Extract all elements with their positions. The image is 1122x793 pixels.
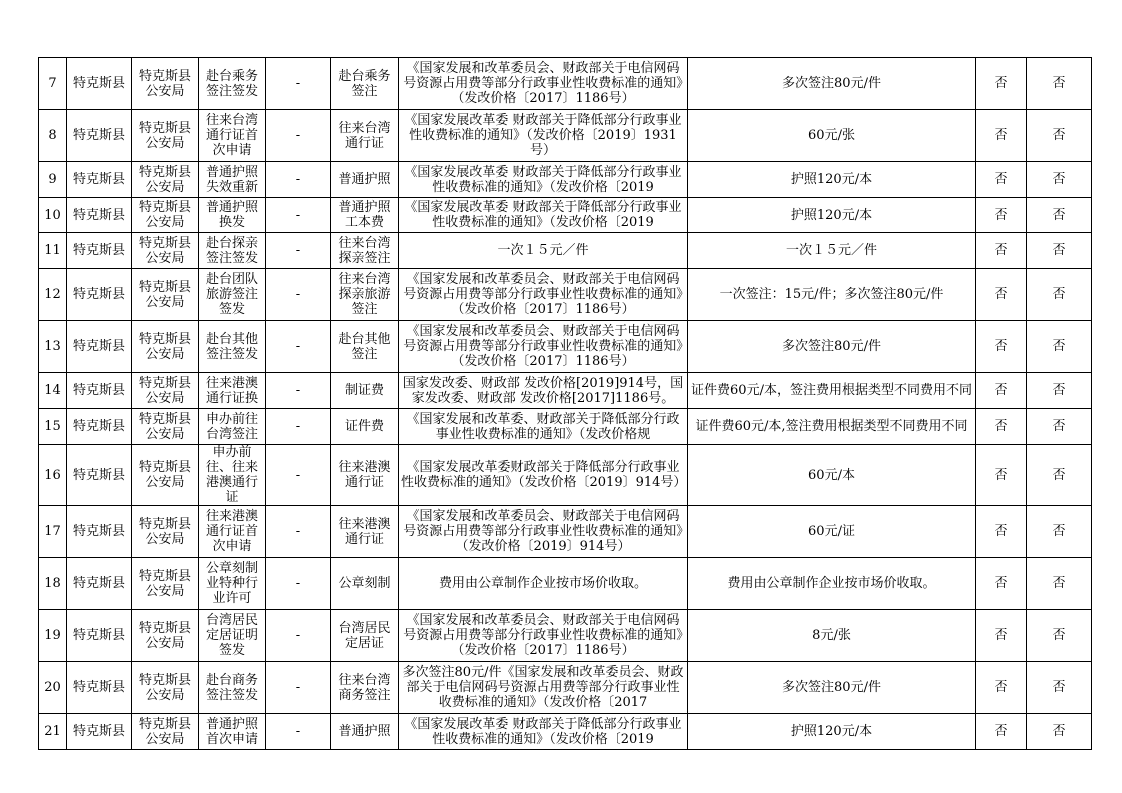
fee-standard-cell: 护照120元/本 [688, 162, 976, 198]
flag-a-cell: 否 [976, 558, 1027, 610]
sub-item-cell: - [266, 198, 331, 233]
county-cell: 特克斯县 [67, 110, 132, 162]
fee-name-cell: 往来台湾探亲签注 [331, 233, 399, 269]
department-cell: 特克斯县公安局 [132, 269, 199, 321]
county-cell: 特克斯县 [67, 162, 132, 198]
fee-name-cell: 制证费 [331, 373, 399, 409]
service-item-cell: 申办前往台湾签注 [199, 409, 266, 445]
fee-standard-cell: 一次１５元／件 [688, 233, 976, 269]
fee-name-cell: 往来港澳通行证 [331, 445, 399, 506]
fee-standard-cell: 多次签注80元/件 [688, 662, 976, 714]
department-cell: 特克斯县公安局 [132, 233, 199, 269]
flag-b-cell: 否 [1027, 198, 1092, 233]
sub-item-cell: - [266, 321, 331, 373]
department-cell: 特克斯县公安局 [132, 445, 199, 506]
sub-item-cell: - [266, 610, 331, 662]
policy-basis-cell: 《国家发展和改革委员会、财政部关于电信网码号资源占用费等部分行政事业性收费标准的通知》（发改价格〔2019〕914号） [399, 506, 688, 558]
table-row [39, 714, 1092, 750]
table-row [39, 373, 1092, 409]
flag-b-cell: 否 [1027, 269, 1092, 321]
service-item-cell: 赴台团队旅游签注签发 [199, 269, 266, 321]
sub-item-cell: - [266, 110, 331, 162]
policy-basis-cell: 《国家发展和改革委、财政部关于降低部分行政事业性收费标准的通知》（发改价格规 [399, 409, 688, 445]
fee-standard-cell: 护照120元/本 [688, 714, 976, 750]
flag-b-cell: 否 [1027, 373, 1092, 409]
county-cell: 特克斯县 [67, 198, 132, 233]
fee-name-cell: 普通护照 [331, 714, 399, 750]
department-cell: 特克斯县公安局 [132, 409, 199, 445]
sub-item-cell: - [266, 506, 331, 558]
sub-item-cell: - [266, 233, 331, 269]
county-cell: 特克斯县 [67, 610, 132, 662]
service-item-cell: 普通护照失效重新 [199, 162, 266, 198]
policy-basis-cell: 一次１５元／件 [399, 233, 688, 269]
flag-b-cell: 否 [1027, 445, 1092, 506]
table-row [39, 321, 1092, 373]
policy-basis-cell: 《国家发展和改革委员会、财政部关于电信网码号资源占用费等部分行政事业性收费标准的通知》（发改价格〔2017〕1186号） [399, 610, 688, 662]
flag-b-cell: 否 [1027, 610, 1092, 662]
sub-item-cell: - [266, 269, 331, 321]
service-item-cell: 往来港澳通行证首次申请 [199, 506, 266, 558]
policy-basis-cell: 《国家发展和改革委员会、财政部关于电信网码号资源占用费等部分行政事业性收费标准的通知》（发改价格〔2017〕1186号） [399, 269, 688, 321]
policy-basis-cell: 《国家发展改革委 财政部关于降低部分行政事业性收费标准的通知》（发改价格〔2019 [399, 714, 688, 750]
sub-item-cell: - [266, 162, 331, 198]
department-cell: 特克斯县公安局 [132, 714, 199, 750]
fee-standard-cell: 证件费60元/本,签注费用根据类型不同费用不同 [688, 409, 976, 445]
department-cell: 特克斯县公安局 [132, 506, 199, 558]
table-row [39, 506, 1092, 558]
fee-name-cell: 往来港澳通行证 [331, 506, 399, 558]
row-number: 13 [39, 321, 67, 373]
policy-basis-cell: 《国家发展改革委 财政部关于降低部分行政事业性收费标准的通知》（发改价格〔2019 [399, 198, 688, 233]
service-item-cell: 赴台商务签注签发 [199, 662, 266, 714]
table-row [39, 58, 1092, 110]
department-cell: 特克斯县公安局 [132, 162, 199, 198]
flag-a-cell: 否 [976, 662, 1027, 714]
flag-a-cell: 否 [976, 321, 1027, 373]
county-cell: 特克斯县 [67, 506, 132, 558]
table-row [39, 162, 1092, 198]
table-row [39, 233, 1092, 269]
flag-b-cell: 否 [1027, 714, 1092, 750]
service-item-cell: 赴台其他签注签发 [199, 321, 266, 373]
row-number: 7 [39, 58, 67, 110]
fee-standard-cell: 证件费60元/本，签注费用根据类型不同费用不同 [688, 373, 976, 409]
row-number: 19 [39, 610, 67, 662]
county-cell: 特克斯县 [67, 373, 132, 409]
department-cell: 特克斯县公安局 [132, 110, 199, 162]
fee-name-cell: 公章刻制 [331, 558, 399, 610]
flag-a-cell: 否 [976, 373, 1027, 409]
service-item-cell: 赴台乘务签注签发 [199, 58, 266, 110]
flag-a-cell: 否 [976, 58, 1027, 110]
flag-a-cell: 否 [976, 610, 1027, 662]
row-number: 18 [39, 558, 67, 610]
department-cell: 特克斯县公安局 [132, 198, 199, 233]
policy-basis-cell: 多次签注80元/件《国家发展和改革委员会、财政部关于电信网码号资源占用费等部分行政事业性收费标准的通知》（发改价格〔2017 [399, 662, 688, 714]
county-cell: 特克斯县 [67, 558, 132, 610]
fee-table [38, 57, 1092, 750]
table-row [39, 662, 1092, 714]
fee-standard-cell: 费用由公章制作企业按市场价收取。 [688, 558, 976, 610]
department-cell: 特克斯县公安局 [132, 373, 199, 409]
fee-standard-cell: 多次签注80元/件 [688, 58, 976, 110]
county-cell: 特克斯县 [67, 233, 132, 269]
sub-item-cell: - [266, 714, 331, 750]
flag-b-cell: 否 [1027, 409, 1092, 445]
county-cell: 特克斯县 [67, 409, 132, 445]
row-number: 10 [39, 198, 67, 233]
table-row [39, 610, 1092, 662]
fee-name-cell: 普通护照 [331, 162, 399, 198]
department-cell: 特克斯县公安局 [132, 662, 199, 714]
table-row [39, 409, 1092, 445]
flag-a-cell: 否 [976, 714, 1027, 750]
flag-a-cell: 否 [976, 198, 1027, 233]
row-number: 17 [39, 506, 67, 558]
county-cell: 特克斯县 [67, 714, 132, 750]
county-cell: 特克斯县 [67, 321, 132, 373]
fee-standard-cell: 护照120元/本 [688, 198, 976, 233]
fee-name-cell: 证件费 [331, 409, 399, 445]
sub-item-cell: - [266, 662, 331, 714]
county-cell: 特克斯县 [67, 662, 132, 714]
fee-standard-cell: 60元/张 [688, 110, 976, 162]
sub-item-cell: - [266, 58, 331, 110]
fee-standard-cell: 60元/证 [688, 506, 976, 558]
flag-b-cell: 否 [1027, 162, 1092, 198]
flag-b-cell: 否 [1027, 321, 1092, 373]
fee-name-cell: 往来台湾通行证 [331, 110, 399, 162]
service-item-cell: 往来港澳通行证换 [199, 373, 266, 409]
sub-item-cell: - [266, 373, 331, 409]
service-item-cell: 公章刻制业特种行业许可 [199, 558, 266, 610]
flag-a-cell: 否 [976, 162, 1027, 198]
fee-name-cell: 台湾居民定居证 [331, 610, 399, 662]
fee-name-cell: 往来台湾探亲旅游签注 [331, 269, 399, 321]
row-number: 20 [39, 662, 67, 714]
policy-basis-cell: 《国家发展改革委 财政部关于降低部分行政事业性收费标准的通知》（发改价格〔2019 [399, 162, 688, 198]
flag-b-cell: 否 [1027, 58, 1092, 110]
fee-standard-cell: 一次签注：15元/件；多次签注80元/件 [688, 269, 976, 321]
fee-standard-cell: 60元/本 [688, 445, 976, 506]
row-number: 15 [39, 409, 67, 445]
sub-item-cell: - [266, 445, 331, 506]
fee-table-body [39, 58, 1092, 750]
service-item-cell: 普通护照首次申请 [199, 714, 266, 750]
service-item-cell: 申办前往、往来港澳通行证 [199, 445, 266, 506]
row-number: 11 [39, 233, 67, 269]
row-number: 12 [39, 269, 67, 321]
flag-b-cell: 否 [1027, 558, 1092, 610]
service-item-cell: 往来台湾通行证首次申请 [199, 110, 266, 162]
department-cell: 特克斯县公安局 [132, 321, 199, 373]
policy-basis-cell: 国家发改委、财政部 发改价格[2019]914号，国家发改委、财政部 发改价格[2017]1186号。 [399, 373, 688, 409]
fee-standard-cell: 8元/张 [688, 610, 976, 662]
table-row [39, 445, 1092, 506]
policy-basis-cell: 《国家发展和改革委员会、财政部关于电信网码号资源占用费等部分行政事业性收费标准的通知》（发改价格〔2017〕1186号） [399, 321, 688, 373]
county-cell: 特克斯县 [67, 269, 132, 321]
department-cell: 特克斯县公安局 [132, 558, 199, 610]
fee-name-cell: 赴台其他签注 [331, 321, 399, 373]
row-number: 14 [39, 373, 67, 409]
row-number: 16 [39, 445, 67, 506]
flag-a-cell: 否 [976, 409, 1027, 445]
sub-item-cell: - [266, 558, 331, 610]
county-cell: 特克斯县 [67, 58, 132, 110]
row-number: 8 [39, 110, 67, 162]
flag-a-cell: 否 [976, 233, 1027, 269]
flag-a-cell: 否 [976, 506, 1027, 558]
sub-item-cell: - [266, 409, 331, 445]
policy-basis-cell: 《国家发展改革委 财政部关于降低部分行政事业性收费标准的通知》（发改价格〔2019〕1931号） [399, 110, 688, 162]
flag-b-cell: 否 [1027, 233, 1092, 269]
flag-a-cell: 否 [976, 445, 1027, 506]
table-row [39, 558, 1092, 610]
row-number: 9 [39, 162, 67, 198]
policy-basis-cell: 《国家发展和改革委员会、财政部关于电信网码号资源占用费等部分行政事业性收费标准的通知》（发改价格〔2017〕1186号） [399, 58, 688, 110]
county-cell: 特克斯县 [67, 445, 132, 506]
fee-name-cell: 赴台乘务签注 [331, 58, 399, 110]
table-row [39, 110, 1092, 162]
fee-name-cell: 往来台湾商务签注 [331, 662, 399, 714]
fee-name-cell: 普通护照工本费 [331, 198, 399, 233]
fee-standard-cell: 多次签注80元/件 [688, 321, 976, 373]
table-row [39, 198, 1092, 233]
policy-basis-cell: 费用由公章制作企业按市场价收取。 [399, 558, 688, 610]
table-row [39, 269, 1092, 321]
policy-basis-cell: 《国家发展改革委财政部关于降低部分行政事业性收费标准的通知》（发改价格〔2019〕914号） [399, 445, 688, 506]
service-item-cell: 台湾居民定居证明签发 [199, 610, 266, 662]
flag-b-cell: 否 [1027, 506, 1092, 558]
flag-b-cell: 否 [1027, 662, 1092, 714]
department-cell: 特克斯县公安局 [132, 610, 199, 662]
service-item-cell: 普通护照换发 [199, 198, 266, 233]
department-cell: 特克斯县公安局 [132, 58, 199, 110]
row-number: 21 [39, 714, 67, 750]
flag-a-cell: 否 [976, 110, 1027, 162]
flag-a-cell: 否 [976, 269, 1027, 321]
flag-b-cell: 否 [1027, 110, 1092, 162]
service-item-cell: 赴台探亲签注签发 [199, 233, 266, 269]
